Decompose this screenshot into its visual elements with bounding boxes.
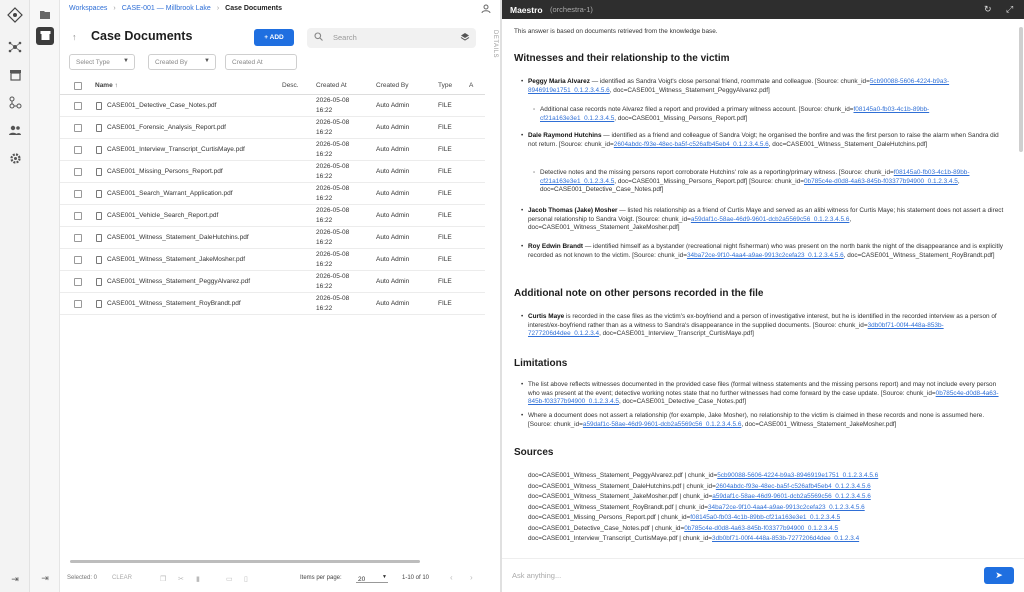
cut-icon[interactable]: ✂	[178, 576, 184, 583]
created-by: Auto Admin	[376, 190, 410, 197]
row-checkbox[interactable]	[74, 256, 82, 264]
search-field[interactable]	[307, 28, 476, 48]
file-type: FILE	[438, 212, 452, 219]
chat-input[interactable]: Ask anything...	[512, 571, 562, 580]
page-title: Case Documents	[91, 29, 193, 43]
source-link[interactable]: 2604abdc-f93e-48ec-ba5f-c526afb45eb4_0.1.2.3.4.5.6	[715, 482, 871, 490]
table-row[interactable]	[60, 95, 485, 117]
next-page-icon[interactable]: ›	[470, 573, 473, 582]
created-by: Auto Admin	[376, 168, 410, 175]
witness-subitem: ◦ Additional case records note Alvarez filed a report and provided a primary witness account. [Source: chunk_id=f08145a0-fb03-4c1b-89bb-cf21a163e3e1_0.1.2.3.4.5, doc=CASE001_Missing_Persons_Report.pdf]	[533, 106, 930, 122]
add-button[interactable]: + ADD	[254, 29, 294, 46]
file-name[interactable]: CASE001_Witness_Statement_PeggyAlvarez.pdf	[107, 278, 251, 285]
file-name[interactable]: CASE001_Witness_Statement_DaleHutchins.pdf	[107, 234, 249, 241]
witness-doc: , doc=CASE001_Witness_Statement_JakeMosher.pdf]	[528, 215, 852, 232]
breadcrumb-current: Case Documents	[225, 5, 282, 12]
table-row[interactable]	[60, 271, 485, 293]
chunk-link[interactable]: f08145a0-fb03-4c1b-89bb-cf21a163e3e1_0.1.2.3.4.5	[540, 106, 930, 122]
file-icon	[96, 234, 102, 242]
table-footer	[60, 570, 500, 588]
chunk-link[interactable]: 34ba72ce-9f10-4aa4-a9ae-9913c2cefa23_0.1.2.3.4.5.6	[686, 251, 844, 259]
row-checkbox[interactable]	[74, 212, 82, 220]
file-icon	[96, 256, 102, 264]
file-type: FILE	[438, 190, 452, 197]
subitem-doc: , doc=CASE001_Detective_Case_Notes.pdf]	[540, 177, 960, 194]
heading-additional: Additional note on other persons recorded in the file	[514, 288, 764, 299]
source-link[interactable]: 0b785c4e-d0d8-4a63-845b-f03377b94900_0.1.2.3.4.5	[684, 524, 839, 532]
file-icon	[96, 212, 102, 220]
file-name[interactable]: CASE001_Forensic_Analysis_Report.pdf	[107, 124, 226, 131]
breadcrumb-workspaces[interactable]: Workspaces	[69, 5, 108, 12]
assistant-subtitle: (orchestra-1)	[550, 5, 593, 14]
gear-icon[interactable]	[7, 152, 23, 168]
created-time: 16:22	[316, 217, 333, 224]
file-icon	[96, 124, 102, 132]
witness-doc: , doc=CASE001_Witness_Statement_PeggyAlvarez.pdf]	[609, 86, 770, 94]
limitation-text: Where a document does not assert a relationship (for example, Jake Mosher), no relationship to the victim is claimed in these records and none is assumed here. [Source: chunk_id=	[528, 412, 985, 428]
assistant-response	[514, 28, 1014, 558]
created-date: 2026-05-08	[316, 295, 350, 302]
table-header	[60, 77, 485, 95]
file-type: FILE	[438, 168, 452, 175]
witness-item: • Jacob Thomas (Jake) Mosher — listed his relationship as a friend of Curtis Maye and served as an alibi witness for Curtis Maye; his statement does not assert a direct personal relationship to Sandra Voigt. [Source: chunk_id=a59daf1c-58ae-46d9-9601-dcb2a5569c56_0.1.2.3.4.5.6, doc=CASE001_Witness_Statement_JakeMosher.pdf]	[521, 207, 1004, 232]
file-type: FILE	[438, 278, 452, 285]
file-name[interactable]: CASE001_Missing_Persons_Report.pdf	[107, 168, 223, 175]
chevron-down-icon: ▼	[123, 58, 129, 64]
collapse-icon[interactable]: ⇥	[41, 573, 49, 583]
heading-sources: Sources	[514, 447, 554, 458]
heading-witnesses: Witnesses and their relationship to the victim	[514, 53, 730, 64]
file-name[interactable]: CASE001_Witness_Statement_RoyBrandt.pdf	[107, 300, 241, 307]
file-icon	[96, 102, 102, 110]
file-type: FILE	[438, 146, 452, 153]
account-icon[interactable]	[481, 4, 491, 16]
collapse-icon[interactable]: ⇥	[11, 574, 19, 584]
created-by: Auto Admin	[376, 146, 410, 153]
response-intro: This answer is based on documents retrieved from the knowledge base.	[514, 28, 718, 35]
witness-text: — identified as a friend and colleague of Sandra Voigt; he organised the bonfire and was the first person to raise the alarm when Sandra did not return. [Source: chunk_id=	[528, 132, 999, 148]
witness-item: • Dale Raymond Hutchins — identified as a friend and colleague of Sandra Voigt; he organised the bonfire and was the first person to raise the alarm when Sandra did not return. [Source: chunk_id=2604abdc-f93e-48ec-ba5f-c526afb45eb4_0.1.2.3.4.5.6, doc=CASE001_Witness_Statement_DaleHutchins.pdf]	[521, 132, 999, 148]
row-checkbox[interactable]	[74, 300, 82, 308]
witness-name: Roy Edwin Brandt	[528, 243, 584, 250]
source-doc: doc=CASE001_Witness_Statement_PeggyAlvarez.pdf | chunk_id=	[528, 472, 718, 479]
note-item: • Curtis Maye is recorded in the case files as the victim's ex-boyfriend and a person of investigative interest, but he is identified in the recorded interview as a person of interest/ex-boyfriend rather than as a witness to Sandra's disappearance in the supplied documents. [Source: chunk_id=3db0bf71-00f4-448a-853b-7277206d4dee_0.1.2.3.4, doc=CASE001_Interview_Transcript_CurtisMaye.pdf]	[521, 313, 997, 338]
source-item	[528, 472, 1004, 481]
breadcrumb-separator: ›	[113, 5, 116, 12]
row-checkbox[interactable]	[74, 102, 82, 110]
witness-text: — identified himself as a bystander (recreational night fisherman) who was present on the north bank the night of the disappearance and is explicitly recorded as not known to the victim. [Source: chunk_id=	[528, 243, 1003, 259]
witness-text: — listed his relationship as a friend of Curtis Maye and served as an alibi witness for Curtis Maye; his statement does not assert a direct personal relationship to Sandra Voigt. [Source: chunk_id=	[528, 207, 1004, 223]
witness-item: • Peggy Maria Alvarez — identified as Sandra Voigt's close personal friend, roommate and colleague. [Source: chunk_id=5cb90088-5606-4224-b9a3-8946919e1751_0.1.2.3.4.5.6, doc=CASE001_Witness_Statement_PeggyAlvarez.pdf]	[521, 78, 950, 94]
assistant-header	[502, 0, 1024, 19]
file-icon	[96, 146, 102, 154]
source-item	[528, 514, 1004, 523]
archive-icon[interactable]	[36, 27, 54, 45]
chunk-link[interactable]: f08145a0-fb03-4c1b-89bb-cf21a163e3e1_0.1.2.3.4.5	[540, 169, 970, 185]
copy-icon[interactable]: ❐	[160, 576, 167, 583]
subitem-text: Detective notes and the missing persons report corroborate Hutchins' role as a reporting/primary witness. [Source: chunk_id=	[540, 169, 894, 176]
search-input[interactable]: Search	[333, 33, 357, 42]
table-row[interactable]	[60, 117, 485, 139]
flow-icon[interactable]	[7, 96, 23, 112]
limitation-text: The list above reflects witnesses documented in the provided case files (formal witness statements and the missing persons report) and may not include every person who was present at the event; detective working notes state that no further witnesses had come forward by the case update. [Source: chunk_id=	[528, 381, 997, 397]
select-all-checkbox[interactable]	[74, 82, 82, 90]
refresh-icon[interactable]: ↻	[984, 4, 992, 14]
source-doc: doc=CASE001_Interview_Transcript_CurtisMaye.pdf | chunk_id=	[528, 535, 713, 542]
witness-text: — identified as Sandra Voigt's close personal friend, roommate and colleague. [Source: chunk_id=	[589, 78, 870, 85]
table-row[interactable]	[60, 161, 485, 183]
limitation-item: • Where a document does not assert a relationship (for example, Jake Mosher), no relationship to the victim is claimed in these records and none is assumed here. [Source: chunk_id=a59daf1c-58ae-46d9-9601-dcb2a5569c56_0.1.2.3.4.5.6, doc=CASE001_Witness_Statement_JakeMosher.pdf]	[521, 412, 985, 428]
details-toggle[interactable]	[488, 30, 498, 80]
chunk-link[interactable]: 0b785c4e-d0d8-4a63-845b-f03377b94900_0.1.2.3.4.5	[803, 177, 958, 185]
person-name: Curtis Maye	[528, 313, 565, 320]
send-icon: ➤	[995, 570, 1003, 580]
witness-subitem: ◦ Detective notes and the missing persons report corroborate Hutchins' role as a reporting/primary witness. [Source: chunk_id=f08145a0-fb03-4c1b-89bb-cf21a163e3e1_0.1.2.3.4.5, doc=CASE001_Missing_Persons_Report.pdf] [Source: chunk_id=0b785c4e-d0d8-4a63-845b-f03377b94900_0.1.2.3.4.5, doc=CASE001_Detective_Case_Notes.pdf]	[533, 169, 970, 194]
source-item	[528, 483, 1004, 492]
created-time: 16:22	[316, 173, 333, 180]
items-per-page-label: Items per page:	[300, 575, 342, 581]
file-icon	[96, 190, 102, 198]
file-type: FILE	[438, 256, 452, 263]
items-per-page-select[interactable]	[356, 571, 388, 583]
archive-icon[interactable]: ▭	[226, 576, 233, 583]
created-at-field[interactable]	[225, 54, 297, 70]
created-by: Auto Admin	[376, 278, 410, 285]
table-row[interactable]	[60, 293, 485, 315]
created-date: 2026-05-08	[316, 163, 350, 170]
source-doc: doc=CASE001_Detective_Case_Notes.pdf | chunk_id=	[528, 524, 685, 532]
folder-icon[interactable]	[36, 6, 54, 24]
breadcrumb-case[interactable]: CASE-001 — Millbrook Lake	[121, 5, 211, 12]
filter-bar	[69, 54, 489, 70]
prev-page-icon[interactable]: ‹	[450, 573, 453, 582]
documents-panel	[60, 0, 500, 592]
note-doc: , doc=CASE001_Interview_Transcript_CurtisMaye.pdf]	[599, 330, 754, 338]
layers-icon[interactable]	[460, 32, 470, 44]
assistant-title: Maestro	[510, 5, 543, 15]
table-row[interactable]	[60, 249, 485, 271]
assistant-panel	[502, 0, 1024, 592]
select-type-label: Select Type	[76, 59, 110, 66]
created-time: 16:22	[316, 195, 333, 202]
details-label: DETAILS	[492, 30, 498, 59]
witness-name: Dale Raymond Hutchins	[528, 132, 602, 139]
file-name[interactable]: CASE001_Interview_Transcript_CurtisMaye.pdf	[107, 146, 245, 153]
col-extra[interactable]: A	[469, 82, 474, 89]
file-type: FILE	[438, 102, 452, 109]
created-time: 16:22	[316, 129, 333, 136]
file-type: FILE	[438, 300, 452, 307]
file-name[interactable]: CASE001_Witness_Statement_JakeMosher.pdf	[107, 256, 246, 263]
witness-name: Jacob Thomas (Jake) Mosher	[528, 207, 618, 214]
users-icon[interactable]	[7, 124, 23, 140]
witness-name: Peggy Maria Alvarez	[528, 78, 590, 85]
witness-item: • Roy Edwin Brandt — identified himself as a bystander (recreational night fisherman) who was present on the north bank the night of the disappearance and is explicitly recorded as not known to the victim. [Source: chunk_id=34ba72ce-9f10-4aa4-a9ae-9913c2cefa23_0.1.2.3.4.5.6, doc=CASE001_Witness_Statement_RoyBrandt.pdf]	[521, 243, 1003, 259]
row-checkbox[interactable]	[74, 168, 82, 176]
subitem-text: Additional case records note Alvarez filed a report and provided a primary witness account. [Source: chunk_id=	[540, 106, 854, 113]
created-by: Auto Admin	[376, 300, 410, 307]
chunk-link[interactable]: 5cb90088-5606-4224-b9a3-8946919e1751_0.1.2.3.4.5.6	[528, 78, 950, 94]
file-icon	[96, 300, 102, 308]
created-date: 2026-05-08	[316, 119, 350, 126]
source-doc: doc=CASE001_Witness_Statement_DaleHutchins.pdf | chunk_id=	[528, 482, 716, 490]
file-icon	[96, 278, 102, 286]
source-link[interactable]: a59daf1c-58ae-46d9-9601-dcb2a5569c56_0.1.2.3.4.5.6	[712, 493, 871, 500]
created-time: 16:22	[316, 283, 333, 290]
created-date: 2026-05-08	[316, 251, 350, 258]
file-icon	[96, 168, 102, 176]
created-date: 2026-05-08	[316, 273, 350, 280]
table-row[interactable]	[60, 139, 485, 161]
vertical-scrollbar[interactable]	[1019, 27, 1023, 152]
created-by: Auto Admin	[376, 256, 410, 263]
select-type-dropdown[interactable]	[69, 54, 135, 70]
source-link[interactable]: 5cb90088-5606-4224-b9a3-8946919e1751_0.1.2.3.4.5.6	[717, 472, 879, 479]
secondary-nav	[30, 0, 60, 592]
table-row[interactable]	[60, 183, 485, 205]
chunk-link[interactable]: 0b785c4e-d0d8-4a63-845b-f03377b94900_0.1.2.3.4.5	[528, 389, 999, 406]
limitation-item: • The list above reflects witnesses documented in the provided case files (formal witness statements and the missing persons report) and may not include every person who was present at the event; detective working notes state that no further witnesses had come forward by the case update. [Source: chunk_id=0b785c4e-d0d8-4a63-845b-f03377b94900_0.1.2.3.4.5, doc=CASE001_Detective_Case_Notes.pdf]	[521, 381, 999, 406]
subitem-doc: , doc=CASE001_Missing_Persons_Report.pdf]	[614, 114, 748, 122]
created-time: 16:22	[316, 239, 333, 246]
created-by-label: Created By	[155, 59, 188, 66]
limitation-doc: , doc=CASE001_Detective_Case_Notes.pdf]	[618, 398, 746, 406]
file-type: FILE	[438, 234, 452, 241]
chevron-down-icon: ▼	[204, 58, 210, 64]
search-icon	[314, 32, 323, 43]
created-date: 2026-05-08	[316, 207, 350, 214]
row-checkbox[interactable]	[74, 278, 82, 286]
logo-icon[interactable]	[7, 7, 23, 23]
items-per-page-value: 20	[358, 576, 366, 583]
row-checkbox[interactable]	[74, 234, 82, 242]
created-by: Auto Admin	[376, 234, 410, 241]
created-date: 2026-05-08	[316, 229, 350, 236]
table-row[interactable]	[60, 227, 485, 249]
source-item	[528, 525, 1004, 534]
created-date: 2026-05-08	[316, 141, 350, 148]
note-text: is recorded in the case files as the victim's ex-boyfriend and a person of investigative interest, but he is identified in the recorded interview as a person of interest/ex-boyfriend rather than as a witness to Sandra's disappearance in the supplied documents. [Source: chunk_id=	[528, 313, 997, 329]
witness-doc: , doc=CASE001_Witness_Statement_DaleHutchins.pdf]	[768, 140, 928, 148]
export-icon[interactable]: ▯	[244, 576, 248, 583]
network-icon[interactable]	[7, 40, 23, 56]
created-date: 2026-05-08	[316, 97, 350, 104]
chunk-link[interactable]: 2604abdc-f93e-48ec-ba5f-c526afb45eb4_0.1.2.3.4.5.6	[613, 140, 769, 148]
limitation-doc: , doc=CASE001_Witness_Statement_JakeMosher.pdf]	[741, 420, 897, 428]
archive-icon[interactable]	[7, 68, 23, 84]
chevron-down-icon: ▼	[382, 574, 387, 580]
source-item	[528, 535, 1004, 544]
created-time: 16:22	[316, 305, 333, 312]
col-type[interactable]: Type	[438, 82, 453, 89]
source-item	[528, 504, 1004, 513]
page-header	[72, 29, 492, 47]
horizontal-scrollbar[interactable]	[70, 560, 420, 563]
file-name[interactable]: CASE001_Detective_Case_Notes.pdf	[107, 102, 217, 109]
source-link[interactable]: 34ba72ce-9f10-4aa4-a9ae-9913c2cefa23_0.1.2.3.4.5.6	[708, 503, 865, 511]
col-desc[interactable]: Desc.	[282, 82, 299, 89]
heading-limitations: Limitations	[514, 358, 568, 369]
subitem-mid: , doc=CASE001_Missing_Persons_Report.pdf] [Source: chunk_id=	[614, 177, 804, 185]
created-by: Auto Admin	[376, 124, 410, 131]
source-item	[528, 493, 1004, 502]
col-created-at[interactable]: Created At	[316, 82, 347, 89]
source-doc: doc=CASE001_Witness_Statement_RoyBrandt.pdf | chunk_id=	[528, 503, 708, 511]
send-button[interactable]	[984, 567, 1014, 584]
source-doc: doc=CASE001_Missing_Persons_Report.pdf | chunk_id=	[528, 514, 691, 521]
source-link[interactable]: f08145a0-fb03-4c1b-89bb-cf21a163e3e1_0.1.2.3.4.5	[690, 514, 841, 521]
created-by-dropdown[interactable]	[148, 54, 216, 70]
selected-count: Selected: 0	[67, 575, 98, 581]
created-time: 16:22	[316, 261, 333, 268]
row-checkbox[interactable]	[74, 190, 82, 198]
page-range: 1-10 of 10	[402, 575, 430, 581]
created-date: 2026-05-08	[316, 185, 350, 192]
chunk-link[interactable]: a59daf1c-58ae-46d9-9601-dcb2a5569c56_0.1.2.3.4.5.6	[690, 215, 850, 223]
file-name[interactable]: CASE001_Vehicle_Search_Report.pdf	[107, 212, 219, 219]
delete-icon[interactable]: ▮	[196, 576, 200, 583]
app-rail	[0, 0, 30, 592]
row-checkbox[interactable]	[74, 124, 82, 132]
file-type: FILE	[438, 124, 452, 131]
chat-input-bar	[502, 558, 1024, 592]
col-name[interactable]: Name ↑	[95, 82, 118, 89]
created-by: Auto Admin	[376, 102, 410, 109]
created-by: Auto Admin	[376, 212, 410, 219]
table-row[interactable]	[60, 205, 485, 227]
row-checkbox[interactable]	[74, 146, 82, 154]
created-time: 16:22	[316, 107, 333, 114]
created-at-label: Created At	[232, 59, 263, 66]
witness-doc: , doc=CASE001_Witness_Statement_RoyBrandt.pdf]	[843, 251, 995, 259]
source-link[interactable]: 3db0bf71-00f4-448a-853b-7277206d4dee_0.1.2.3.4	[712, 535, 860, 542]
col-created-by[interactable]: Created By	[376, 82, 409, 89]
breadcrumb	[69, 5, 282, 12]
chunk-link[interactable]: a59daf1c-58ae-46d9-9601-dcb2a5569c56_0.1.2.3.4.5.6	[582, 420, 742, 428]
breadcrumb-separator: ›	[216, 5, 220, 12]
back-icon[interactable]: ↑	[72, 32, 77, 42]
file-name[interactable]: CASE001_Search_Warrant_Application.pdf	[107, 190, 233, 197]
expand-icon[interactable]: ⤢	[1006, 4, 1014, 14]
chunk-link[interactable]: 3db0bf71-00f4-448a-853b-7277206d4dee_0.1.2.3.4	[528, 321, 944, 338]
source-doc: doc=CASE001_Witness_Statement_JakeMosher.pdf | chunk_id=	[528, 493, 713, 500]
clear-button[interactable]: CLEAR	[112, 575, 133, 581]
created-time: 16:22	[316, 151, 333, 158]
documents-table	[60, 77, 485, 315]
